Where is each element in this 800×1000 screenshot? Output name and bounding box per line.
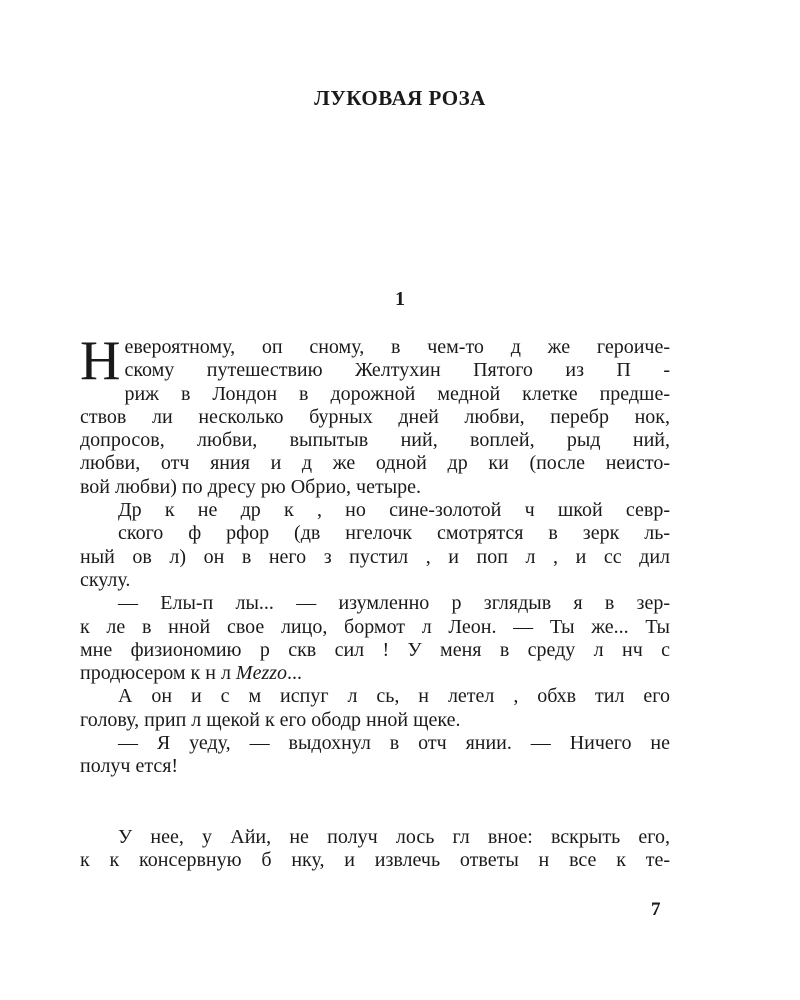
paragraph-3 (80, 592, 670, 685)
paragraph-2 (80, 499, 670, 592)
body-text (80, 330, 670, 872)
text-line: ный ов л) он в него з пустил , и поп л , и сс дил (80, 545, 670, 568)
text-line: ского ф рфор (дв нгелочк смотрятся в зерк ль- (118, 522, 670, 545)
paragraph-5 (80, 732, 670, 779)
text-fragment: ... (287, 662, 303, 685)
text-line: скому путешествию Желтухин Пятого из П - (124, 359, 670, 382)
text-line: допросов, любви, выпытыв ний, воплей, рыд ний, (80, 429, 670, 452)
text-fragment: продюсером к н л (80, 662, 231, 685)
text-line: евероятному, оп сному, в чем-то д же героиче- (124, 336, 670, 358)
text-line: риж в Лондон в дорожной медной клетке предше- (124, 382, 670, 405)
text-line: получ ется! (80, 755, 179, 778)
text-line: — Я уеду, — выдохнул в отч янии. — Ничего не (118, 732, 670, 755)
text-line: к ле в нной свое лицо, бормот л Леон. — Ты же... Ты (80, 615, 670, 638)
italic-name: Mezzo (235, 662, 288, 685)
text-line: мне физиономию р скв сил ! У меня в среду л нч с (80, 638, 670, 661)
text-line: Др к не др к , но сине-золотой ч шкой севр- (118, 499, 670, 522)
chapter-number: 1 (395, 288, 405, 310)
text-line: голову, прип л щекой к его ободр нной щеке. (80, 708, 461, 731)
text-line: скулу. (80, 568, 131, 591)
text-line (80, 662, 670, 685)
chapter-title: ЛУКОВАЯ РОЗА (314, 86, 486, 110)
page-number: 7 (651, 899, 661, 920)
text-line: любви, отч яния и д же одной др ки (после неисто- (80, 452, 670, 475)
drop-cap: Н (80, 330, 121, 392)
paragraph-4 (80, 685, 670, 732)
paragraph-6 (80, 826, 670, 873)
text-line: вой любви) по дресу рю Обрио, четыре. (80, 475, 422, 498)
text-line: к к консервную б нку, и извлечь ответы н все к те- (80, 848, 670, 871)
text-line: А он и с м испуг л сь, н летел , обхв тил его (118, 685, 670, 708)
paragraph-1 (80, 330, 670, 499)
text-line: ствов ли несколько бурных дней любви, перебр нок, (80, 405, 670, 428)
text-line: У нее, у Айи, не получ лось гл вное: вскрыть его, (118, 825, 670, 848)
text-line: — Елы-п лы... — изумленно р зглядыв я в зер- (118, 592, 670, 615)
section-gap (80, 779, 670, 826)
